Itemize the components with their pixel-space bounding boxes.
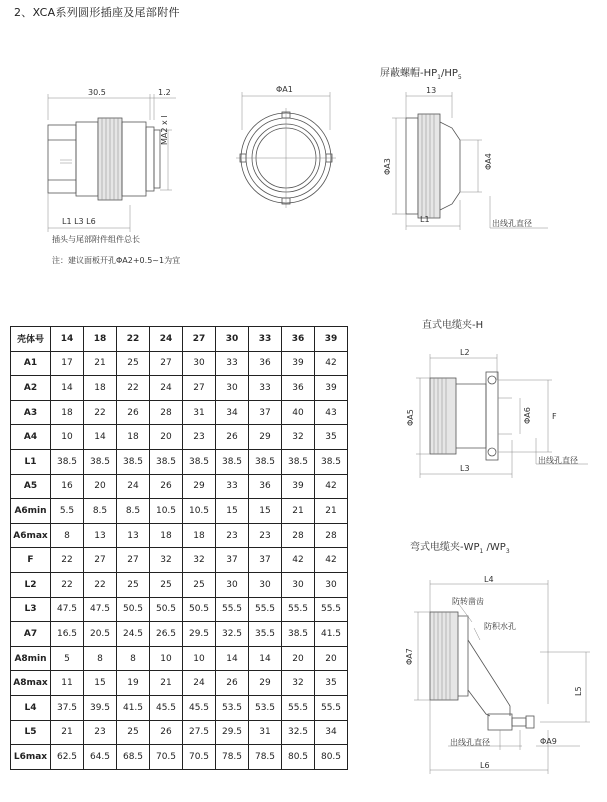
- table-cell: 28: [315, 523, 348, 548]
- dim-thread: MA2 x l: [160, 115, 169, 145]
- dim-diameter-a1: ΦA1: [276, 85, 293, 94]
- table-cell: 8.5: [117, 499, 150, 524]
- table-row: [11, 499, 348, 524]
- table-cell: 34: [216, 400, 249, 425]
- table-cell: 19: [117, 671, 150, 696]
- table-row-label: F: [11, 548, 51, 573]
- dim-lengths: L1 L3 L6: [62, 217, 96, 226]
- spec-table: [10, 326, 348, 770]
- table-cell: 55.5: [315, 597, 348, 622]
- table-cell: 8: [84, 646, 117, 671]
- hp-dim-l1: L1: [420, 215, 430, 224]
- table-row-label: A8max: [11, 671, 51, 696]
- table-cell: 32: [150, 548, 183, 573]
- table-row: [11, 548, 348, 573]
- table-cell: 29: [183, 474, 216, 499]
- table-cell: 27: [150, 351, 183, 376]
- table-cell: 17: [51, 351, 84, 376]
- table-cell: 21: [51, 720, 84, 745]
- table-cell: 26: [117, 400, 150, 425]
- table-cell: 39: [282, 351, 315, 376]
- table-cell: 11: [51, 671, 84, 696]
- table-cell: 16.5: [51, 622, 84, 647]
- table-cell: 41.5: [117, 695, 150, 720]
- table-row-label: L5: [11, 720, 51, 745]
- table-cell: 55.5: [282, 597, 315, 622]
- table-cell: 64.5: [84, 745, 117, 770]
- table-cell: 26: [216, 425, 249, 450]
- table-cell: 35: [315, 425, 348, 450]
- table-cell: 62.5: [51, 745, 84, 770]
- table-cell: 35.5: [249, 622, 282, 647]
- table-row-label: A7: [11, 622, 51, 647]
- table-cell: 35: [315, 671, 348, 696]
- table-cell: 24.5: [117, 622, 150, 647]
- table-cell: 38.5: [117, 449, 150, 474]
- table-cell: 30: [282, 572, 315, 597]
- table-cell: 8.5: [84, 499, 117, 524]
- table-cell: 55.5: [315, 695, 348, 720]
- table-cell: 50.5: [117, 597, 150, 622]
- table-cell: 15: [249, 499, 282, 524]
- h-dim-l2: L2: [460, 348, 470, 357]
- table-cell: 33: [249, 376, 282, 401]
- table-cell: 10.5: [150, 499, 183, 524]
- table-cell: 33: [216, 474, 249, 499]
- table-cell: 18: [84, 376, 117, 401]
- table-cell: 32: [282, 425, 315, 450]
- wp-antirotate-label: 防转凿齿: [452, 597, 484, 606]
- table-row-label: A2: [11, 376, 51, 401]
- table-cell: 33: [249, 327, 282, 352]
- table-cell: 68.5: [117, 745, 150, 770]
- h-dim-a5: ΦA5: [406, 409, 415, 426]
- table-cell: 29: [249, 671, 282, 696]
- hp-outlet-label: 出线孔直径: [492, 219, 532, 228]
- table-cell: 42: [315, 351, 348, 376]
- table-cell: 16: [51, 474, 84, 499]
- table-cell: 27: [117, 548, 150, 573]
- table-cell: 26.5: [150, 622, 183, 647]
- table-cell: 45.5: [150, 695, 183, 720]
- table-cell: 10: [51, 425, 84, 450]
- table-row: [11, 351, 348, 376]
- table-cell: 55.5: [282, 695, 315, 720]
- table-cell: 8: [51, 523, 84, 548]
- wp-title: 弯式电缆夹$-WP_1$ $/WP_3$: [410, 542, 510, 555]
- table-row: [11, 425, 348, 450]
- table-cell: 21: [315, 499, 348, 524]
- table-cell: 20: [282, 646, 315, 671]
- table-row: [11, 671, 348, 696]
- h-outlet-label: 出线孔直径: [538, 456, 578, 465]
- table-cell: 38.5: [249, 449, 282, 474]
- table-cell: 28: [150, 400, 183, 425]
- table-cell: 20.5: [84, 622, 117, 647]
- h-dim-l3: L3: [460, 464, 470, 473]
- table-cell: 10: [183, 646, 216, 671]
- table-cell: 15: [84, 671, 117, 696]
- table-row-label: 壳体号: [11, 327, 51, 352]
- table-cell: 14: [51, 327, 84, 352]
- table-row: [11, 523, 348, 548]
- wp-dim-a7: ΦA7: [405, 648, 414, 665]
- wp-dim-l6: L6: [480, 761, 490, 770]
- table-cell: 21: [282, 499, 315, 524]
- table-cell: 47.5: [84, 597, 117, 622]
- table-cell: 30: [216, 376, 249, 401]
- table-row: [11, 622, 348, 647]
- table-cell: 36: [282, 376, 315, 401]
- table-cell: 20: [150, 425, 183, 450]
- wp-waterproof-label: 防积水孔: [484, 622, 516, 631]
- table-cell: 30: [183, 351, 216, 376]
- table-cell: 24: [117, 474, 150, 499]
- panel-note: 注：建议面板开孔ΦA2+0.5~1为宜: [52, 256, 181, 265]
- table-cell: 38.5: [216, 449, 249, 474]
- table-cell: 36: [282, 327, 315, 352]
- table-cell: 10.5: [183, 499, 216, 524]
- table-cell: 30: [249, 572, 282, 597]
- table-cell: 53.5: [216, 695, 249, 720]
- table-cell: 14: [51, 376, 84, 401]
- table-cell: 39.5: [84, 695, 117, 720]
- table-cell: 30: [315, 572, 348, 597]
- table-cell: 21: [84, 351, 117, 376]
- hp-dim-a4: ΦA4: [484, 153, 493, 170]
- table-row: [11, 400, 348, 425]
- table-row-label: L1: [11, 449, 51, 474]
- table-cell: 23: [183, 425, 216, 450]
- wp-outlet-label: 出线孔直径: [450, 738, 490, 747]
- table-cell: 32: [282, 671, 315, 696]
- table-row: [11, 695, 348, 720]
- table-cell: 55.5: [249, 597, 282, 622]
- h-title: 直式电缆夹-H: [422, 320, 484, 331]
- table-cell: 38.5: [282, 449, 315, 474]
- table-cell: 25: [117, 572, 150, 597]
- table-cell: 37: [216, 548, 249, 573]
- table-cell: 80.5: [282, 745, 315, 770]
- table-row: [11, 449, 348, 474]
- table-cell: 21: [150, 671, 183, 696]
- table-row-label: L3: [11, 597, 51, 622]
- table-cell: 55.5: [216, 597, 249, 622]
- table-row-label: A5: [11, 474, 51, 499]
- table-cell: 15: [216, 499, 249, 524]
- table-cell: 27: [183, 327, 216, 352]
- table-cell: 70.5: [183, 745, 216, 770]
- table-cell: 39: [315, 327, 348, 352]
- table-cell: 47.5: [51, 597, 84, 622]
- table-cell: 18: [51, 400, 84, 425]
- table-cell: 10: [150, 646, 183, 671]
- table-cell: 45.5: [183, 695, 216, 720]
- table-cell: 27.5: [183, 720, 216, 745]
- table-cell: 42: [315, 548, 348, 573]
- table-cell: 41.5: [315, 622, 348, 647]
- table-cell: 22: [117, 376, 150, 401]
- table-cell: 31: [249, 720, 282, 745]
- assembly-caption: 插头与尾部附件组件总长: [52, 235, 140, 244]
- table-cell: 32.5: [216, 622, 249, 647]
- table-cell: 22: [117, 327, 150, 352]
- table-cell: 37: [249, 548, 282, 573]
- table-row-label: A4: [11, 425, 51, 450]
- table-cell: 8: [117, 646, 150, 671]
- table-row: [11, 572, 348, 597]
- table-row: [11, 720, 348, 745]
- table-cell: 24: [150, 376, 183, 401]
- table-cell: 23: [84, 720, 117, 745]
- table-cell: 25: [117, 720, 150, 745]
- table-cell: 34: [315, 720, 348, 745]
- table-cell: 50.5: [183, 597, 216, 622]
- table-cell: 43: [315, 400, 348, 425]
- table-cell: 38.5: [51, 449, 84, 474]
- table-cell: 18: [183, 523, 216, 548]
- table-row-label: L6max: [11, 745, 51, 770]
- table-cell: 24: [183, 671, 216, 696]
- table-cell: 27: [183, 376, 216, 401]
- h-dim-a6: ΦA6: [523, 407, 532, 424]
- table-cell: 29: [249, 425, 282, 450]
- table-cell: 31: [183, 400, 216, 425]
- table-cell: 38.5: [183, 449, 216, 474]
- table-row-label: A8min: [11, 646, 51, 671]
- table-cell: 38.5: [315, 449, 348, 474]
- table-cell: 30: [216, 572, 249, 597]
- table-cell: 36: [249, 474, 282, 499]
- table-cell: 38.5: [84, 449, 117, 474]
- table-cell: 30: [216, 327, 249, 352]
- table-cell: 22: [51, 572, 84, 597]
- table-cell: 20: [84, 474, 117, 499]
- table-cell: 27: [84, 548, 117, 573]
- table-cell: 78.5: [216, 745, 249, 770]
- table-row: [11, 646, 348, 671]
- hp-dim-a3: ΦA3: [383, 158, 392, 175]
- table-cell: 22: [84, 400, 117, 425]
- table-cell: 33: [216, 351, 249, 376]
- table-cell: 13: [117, 523, 150, 548]
- hp-title: 屏蔽螺帽$-HP_1/HP_5$: [380, 68, 462, 81]
- table-cell: 32.5: [282, 720, 315, 745]
- table-cell: 70.5: [150, 745, 183, 770]
- table-cell: 13: [84, 523, 117, 548]
- table-cell: 42: [315, 474, 348, 499]
- table-cell: 50.5: [150, 597, 183, 622]
- table-cell: 25: [183, 572, 216, 597]
- table-cell: 38.5: [150, 449, 183, 474]
- table-header-row: [11, 327, 348, 352]
- dim-flange: 1.2: [158, 88, 171, 97]
- table-cell: 5.5: [51, 499, 84, 524]
- table-cell: 22: [84, 572, 117, 597]
- table-cell: 14: [84, 425, 117, 450]
- table-cell: 14: [249, 646, 282, 671]
- table-row-label: A3: [11, 400, 51, 425]
- table-cell: 38.5: [282, 622, 315, 647]
- dim-length: 30.5: [88, 88, 106, 97]
- hp-dim-13: 13: [426, 86, 437, 95]
- table-row: [11, 745, 348, 770]
- table-cell: 39: [282, 474, 315, 499]
- table-cell: 29.5: [216, 720, 249, 745]
- table-cell: 24: [150, 327, 183, 352]
- table-row-label: A6min: [11, 499, 51, 524]
- table-cell: 14: [216, 646, 249, 671]
- table-cell: 53.5: [249, 695, 282, 720]
- table-row: [11, 376, 348, 401]
- table-row-label: L4: [11, 695, 51, 720]
- table-cell: 18: [150, 523, 183, 548]
- table-cell: 80.5: [315, 745, 348, 770]
- table-row-label: A6max: [11, 523, 51, 548]
- table-cell: 37: [249, 400, 282, 425]
- table-row: [11, 474, 348, 499]
- table-cell: 18: [84, 327, 117, 352]
- table-cell: 23: [216, 523, 249, 548]
- table-cell: 22: [51, 548, 84, 573]
- table-cell: 28: [282, 523, 315, 548]
- h-dim-f: F: [552, 412, 557, 421]
- table-cell: 26: [150, 474, 183, 499]
- table-cell: 26: [216, 671, 249, 696]
- page-title: 2、XCA系列圆形插座及尾部附件: [14, 6, 180, 19]
- table-cell: 78.5: [249, 745, 282, 770]
- wp-dim-a9: ΦA9: [540, 737, 557, 746]
- table-cell: 23: [249, 523, 282, 548]
- table-row-label: A1: [11, 351, 51, 376]
- table-cell: 29.5: [183, 622, 216, 647]
- table-cell: 32: [183, 548, 216, 573]
- table-cell: 42: [282, 548, 315, 573]
- table-cell: 36: [249, 351, 282, 376]
- table-cell: 25: [150, 572, 183, 597]
- wp-dim-l4: L4: [484, 575, 494, 584]
- table-cell: 37.5: [51, 695, 84, 720]
- table-row-label: L2: [11, 572, 51, 597]
- table-cell: 18: [117, 425, 150, 450]
- wp-dim-l5: L5: [574, 686, 583, 696]
- table-cell: 25: [117, 351, 150, 376]
- table-cell: 5: [51, 646, 84, 671]
- table-row: [11, 597, 348, 622]
- table-cell: 40: [282, 400, 315, 425]
- table-cell: 26: [150, 720, 183, 745]
- table-cell: 20: [315, 646, 348, 671]
- table-cell: 39: [315, 376, 348, 401]
